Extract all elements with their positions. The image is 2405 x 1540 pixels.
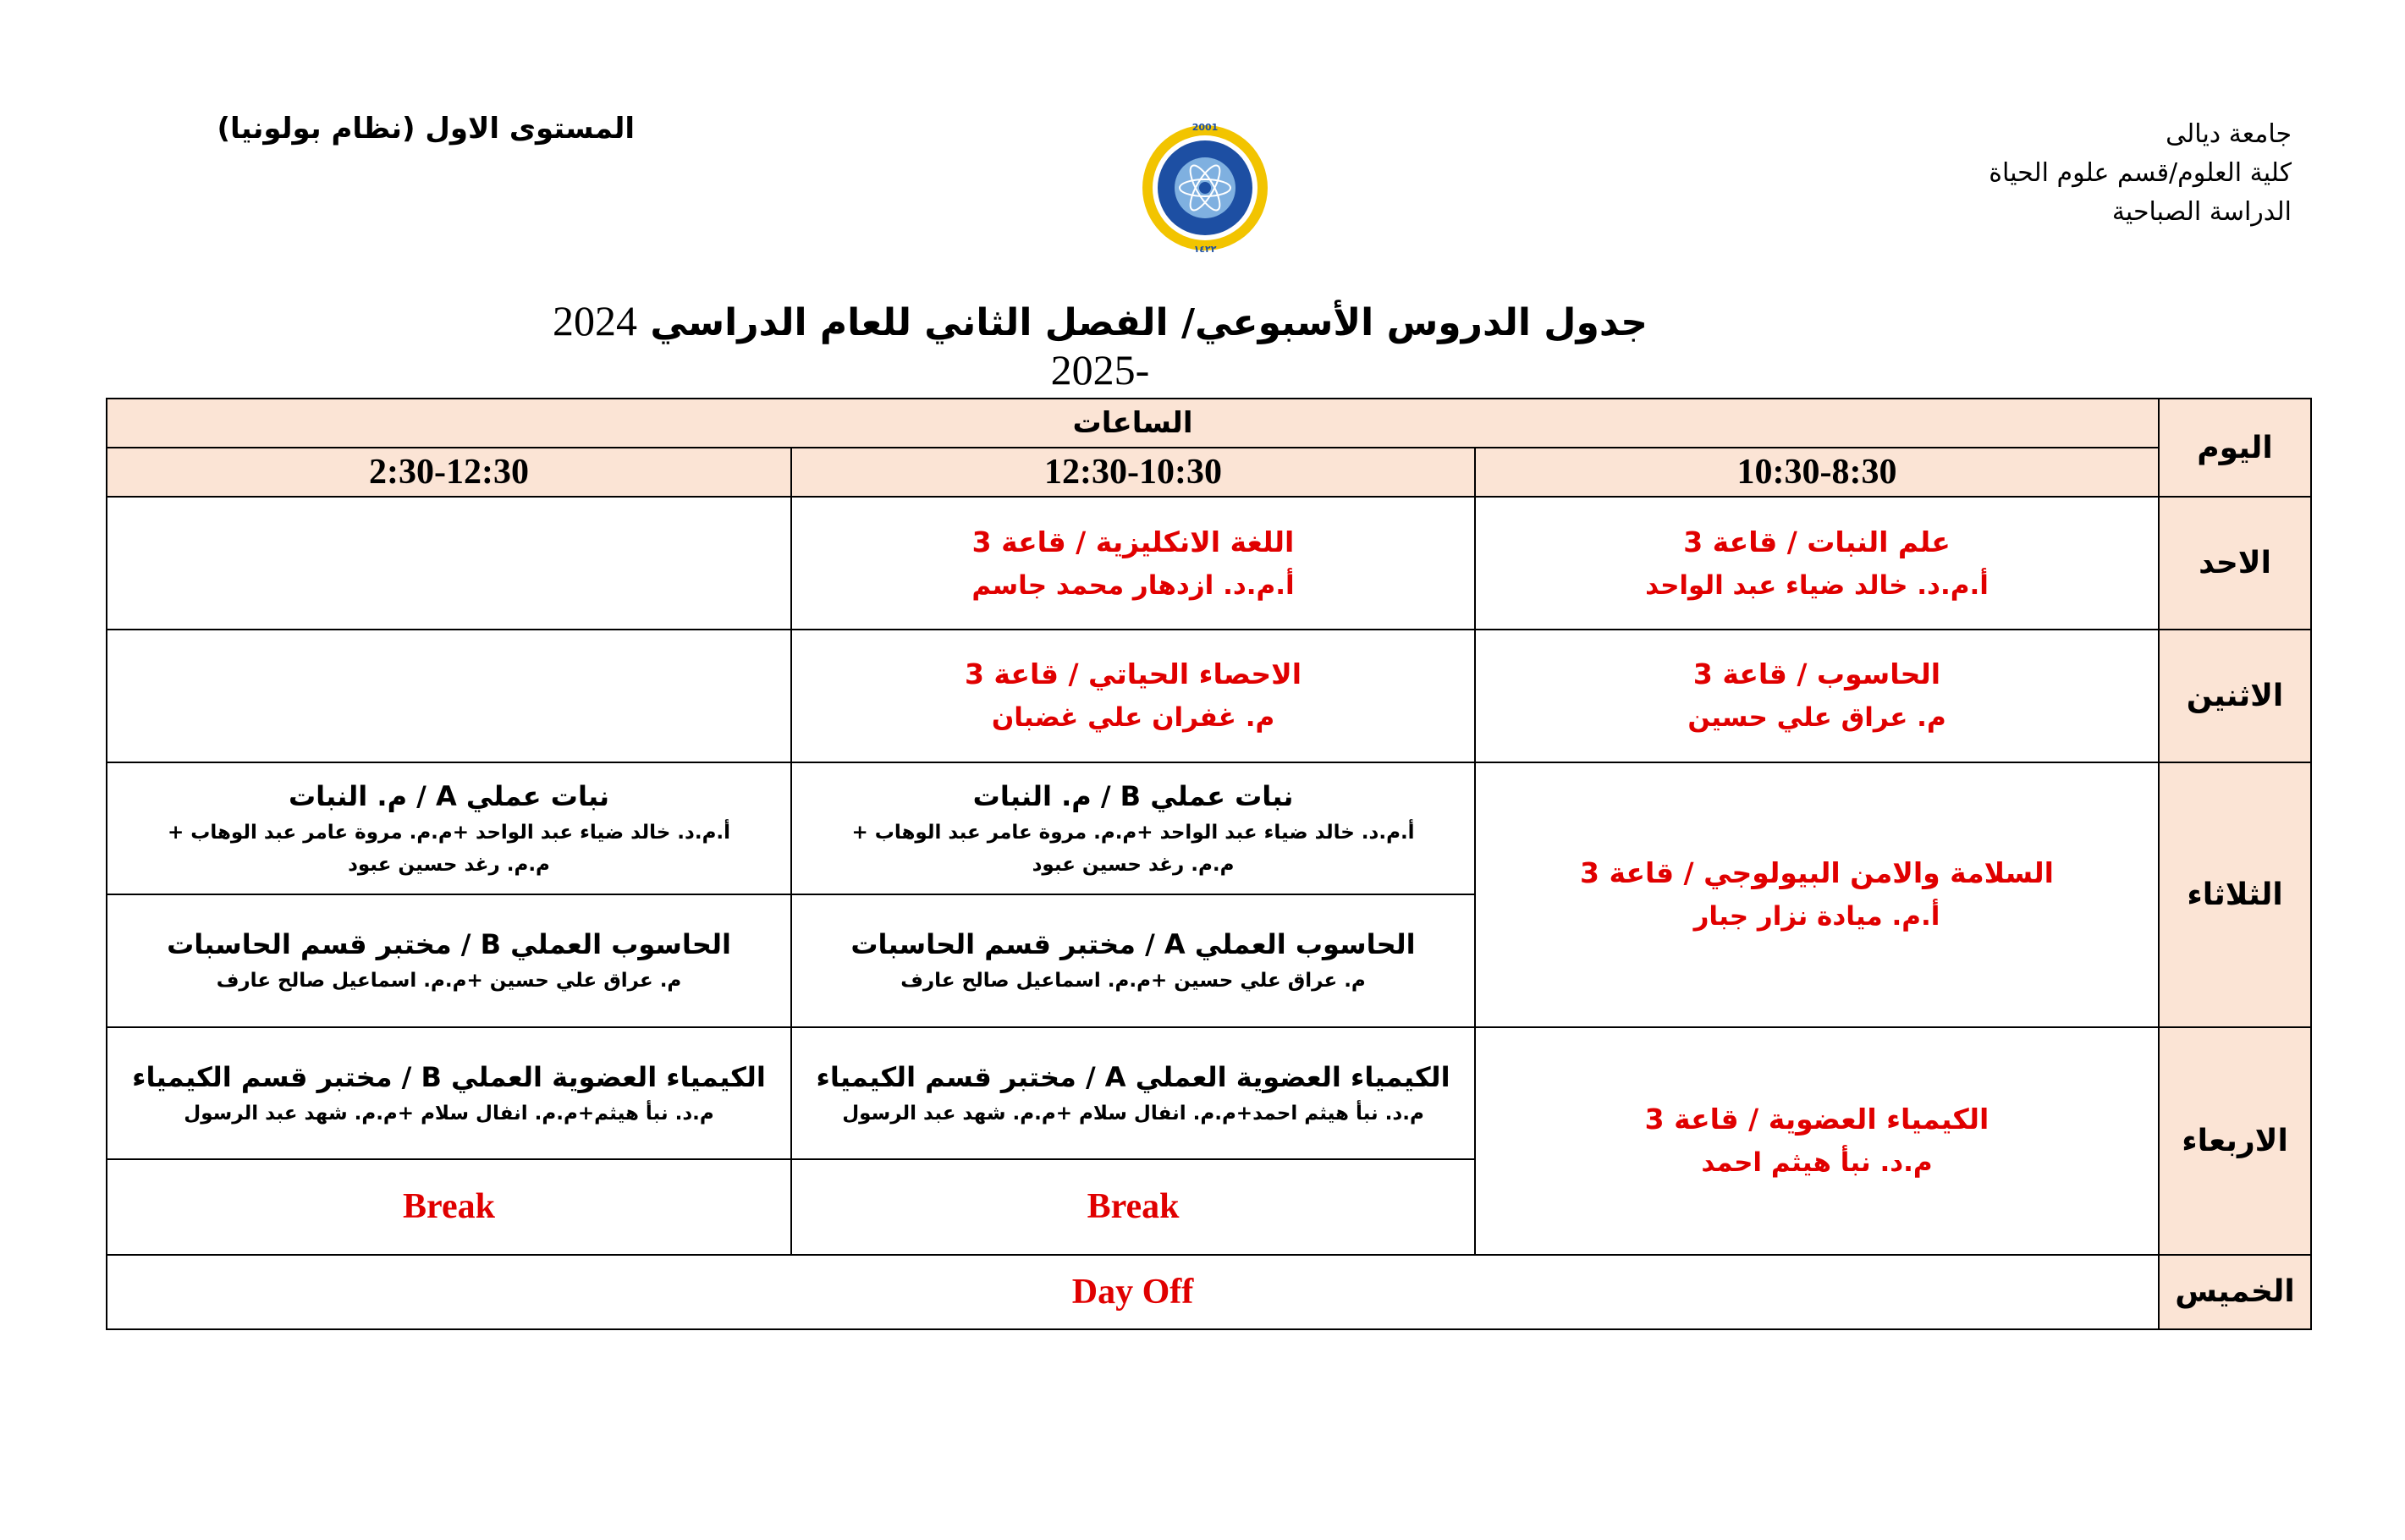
study-type: الدراسة الصباحية xyxy=(2111,197,2292,227)
hours-header: الساعات xyxy=(107,399,2159,448)
break-slot-3: Break xyxy=(107,1159,791,1254)
day-column-header: اليوم xyxy=(2159,399,2311,497)
hours-header-row xyxy=(107,399,2311,448)
institution-header xyxy=(1784,115,2292,232)
monday-slot-3 xyxy=(107,630,791,762)
course-title: علم النبات / قاعة 3 xyxy=(1683,525,1951,558)
title-year: 2024 -2025 xyxy=(553,297,1150,393)
break-slot-2: Break xyxy=(791,1159,1475,1254)
wednesday-row-a xyxy=(107,1027,2311,1160)
wednesday-slot-2a xyxy=(791,1027,1475,1160)
day-monday: الاثنين xyxy=(2159,630,2311,762)
logo-bottom-number: ١٤٢٢ xyxy=(1193,244,1217,254)
lab-title: نبات عملي A / م. النبات xyxy=(288,779,610,812)
monday-slot-1 xyxy=(1475,630,2159,762)
logo-top-number: 2001 xyxy=(1191,122,1219,133)
day-sunday: الاحد xyxy=(2159,497,2311,630)
university-logo xyxy=(1134,118,1276,254)
day-off-cell: Day Off xyxy=(107,1255,2159,1329)
level-label: المستوى الاول (نظام بولونيا) xyxy=(217,112,635,146)
course-title: الحاسوب / قاعة 3 xyxy=(1692,657,1941,691)
wednesday-slot-3a xyxy=(107,1027,791,1160)
college-name: كلية العلوم/قسم علوم الحياة xyxy=(1989,158,2292,188)
lab-teachers: م. عراق علي حسين +م.م. اسماعيل صالح عارف xyxy=(216,970,682,993)
time-slot-3: 2:30-12:30 xyxy=(107,448,791,497)
lab-title: الحاسوب العملي B / مختبر قسم الحاسبات xyxy=(167,928,731,961)
course-teacher: أ.م.د. خالد ضياء عبد الواحد xyxy=(1645,569,1989,601)
course-teacher: أ.م.د. ازدهار محمد جاسم xyxy=(971,569,1295,601)
lab-teachers: أ.م.د. خالد ضياء عبد الواحد +م.م. مروة عامر عبد الوهاب + xyxy=(851,821,1415,844)
lab-teachers-cont: م.م. رغد حسين عبود xyxy=(1032,853,1235,876)
lab-teachers: م.د. نبأ هيثم احمد+م.م. انفال سلام +م.م. شهد عبد الرسول xyxy=(842,1102,1424,1125)
course-teacher: م.د. نبأ هيثم احمد xyxy=(1701,1147,1933,1179)
monday-row xyxy=(107,630,2311,762)
tuesday-slot-1 xyxy=(1475,762,2159,1027)
lab-teachers-cont: م.م. رغد حسين عبود xyxy=(348,853,550,876)
monday-slot-2 xyxy=(791,630,1475,762)
sunday-slot-3 xyxy=(107,497,791,630)
day-thursday: الخميس xyxy=(2159,1255,2311,1329)
time-slot-2: 12:30-10:30 xyxy=(791,448,1475,497)
course-title: اللغة الانكليزية / قاعة 3 xyxy=(971,525,1295,558)
tuesday-slot-3a xyxy=(107,762,791,895)
wednesday-slot-1 xyxy=(1475,1027,2159,1255)
thursday-row xyxy=(107,1255,2311,1329)
lab-title: الكيمياء العضوية العملي A / مختبر قسم الكيمياء xyxy=(816,1060,1450,1093)
day-tuesday: الثلاثاء xyxy=(2159,762,2311,1027)
lab-teachers: أ.م.د. خالد ضياء عبد الواحد +م.م. مروة عامر عبد الوهاب + xyxy=(167,821,731,844)
course-teacher: أ.م. ميادة نزار جبار xyxy=(1693,901,1940,932)
course-title: الاحصاء الحياتي / قاعة 3 xyxy=(964,657,1302,691)
course-title: السلامة والامن البيولوجي / قاعة 3 xyxy=(1580,856,2054,890)
times-row xyxy=(107,448,2311,497)
lab-title: الحاسوب العملي A / مختبر قسم الحاسبات xyxy=(850,928,1416,961)
sunday-slot-2 xyxy=(791,497,1475,630)
lab-teachers: م.د. نبأ هيثم+م.م. انفال سلام +م.م. شهد عبد الرسول xyxy=(184,1102,714,1125)
sunday-slot-1 xyxy=(1475,497,2159,630)
sunday-row xyxy=(107,497,2311,630)
time-slot-1: 10:30-8:30 xyxy=(1475,448,2159,497)
tuesday-slot-3b xyxy=(107,894,791,1027)
course-title: الكيمياء العضوية / قاعة 3 xyxy=(1644,1103,1989,1136)
university-name: جامعة ديالى xyxy=(2166,119,2292,149)
lab-teachers: م. عراق علي حسين +م.م. اسماعيل صالح عارف xyxy=(900,970,1366,993)
lab-title: نبات عملي B / م. النبات xyxy=(972,779,1294,812)
lab-title: الكيمياء العضوية العملي B / مختبر قسم الكيمياء xyxy=(132,1060,766,1093)
course-teacher: م. عراق علي حسين xyxy=(1687,702,1946,734)
tuesday-row-a xyxy=(107,762,2311,895)
title-text: جدول الدروس الأسبوعي/ الفصل الثاني للعام الدراسي xyxy=(650,301,1648,344)
tuesday-slot-2a xyxy=(791,762,1475,895)
course-teacher: م. غفران علي غضبان xyxy=(991,702,1275,734)
weekly-schedule-table xyxy=(106,398,2312,1330)
tuesday-slot-2b xyxy=(791,894,1475,1027)
page-title xyxy=(508,296,1692,394)
day-wednesday: الاربعاء xyxy=(2159,1027,2311,1255)
